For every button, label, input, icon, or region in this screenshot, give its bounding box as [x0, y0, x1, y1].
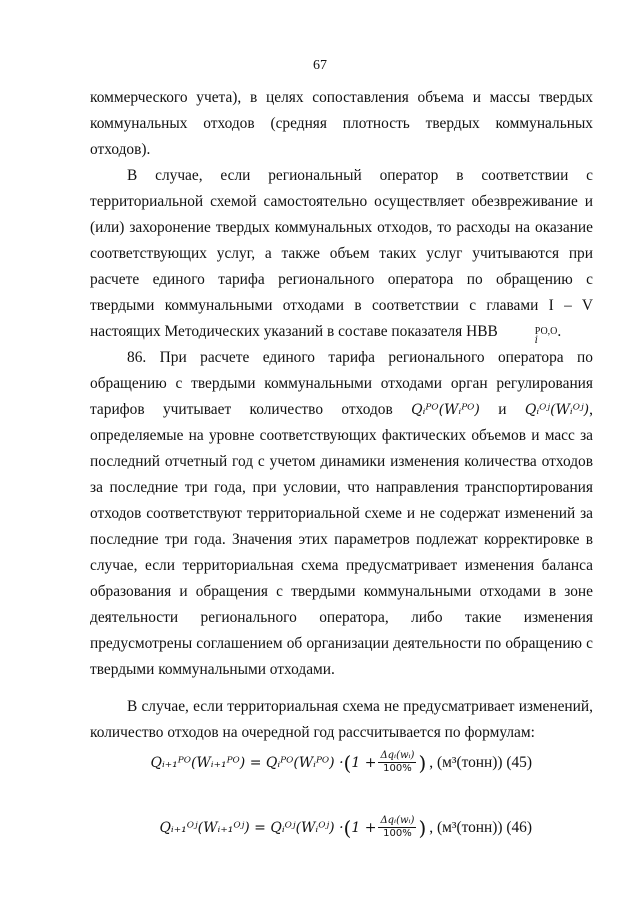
formula-45: Qᵢ₊₁ᴾᴼ(Wᵢ₊₁ᴾᴼ) = Qᵢᴾᴼ(Wᵢᴾᴼ) · ( 1 + $\frac{\text{Δqᵢ(wᵢ)}}{100\%}$ ) , (м³(тонн)) (45) — [150, 750, 532, 775]
formula-45-lhs: Qᵢ₊₁ᴾᴼ(Wᵢ₊₁ᴾᴼ) = Qᵢᴾᴼ(Wᵢᴾᴼ) · — [150, 754, 344, 771]
formula-45-denominator: 100% — [383, 763, 412, 774]
paragraph-3-and: и — [479, 401, 525, 418]
nvv-subscript: i — [534, 335, 538, 346]
math-q-ro: Qᵢᴾᴼ(Wᵢᴾᴼ) — [411, 402, 480, 418]
formula-46-units: , (м³(тонн)) (46) — [429, 818, 532, 836]
math-q-oj: Qᵢᴼʲ(Wᵢᴼʲ) — [524, 402, 590, 418]
formula-46-denominator: 100% — [383, 828, 412, 839]
formula-46-lhs: Qᵢ₊₁ᴼʲ(Wᵢ₊₁ᴼʲ) = Qᵢᴼʲ(Wᵢᴼʲ) · — [159, 819, 344, 836]
page-number: 67 — [313, 58, 327, 73]
paragraph-3-rest: , определяемые на уровне соответствующих фактических объемов и масс за последний отчетный год с учетом динамики изменения количества отходов за последние три года, при условии, что направления транспортирования отходов соответствуют территориальной схеме и не содержат изменений за последние три года. Значения этих параметров подлежат корректировке в случае, если территориальная схема предусматривает изменения баланса образования и обращения с твердыми коммунальными отходами в зоне деятельности регионального оператора, либо такие изменения предусмотрены соглашением об организации деятельности по обращению с твердыми коммунальными отходами. — [90, 401, 593, 678]
formula-45-numerator: Δqᵢ(wᵢ) — [380, 750, 415, 761]
paragraph-3-start: 86. При расчете единого тарифа регионального оператора по обращению с твердыми коммунальными отходами орган регулирования тарифов учитывает количество отходов — [90, 349, 593, 418]
formula-46-fraction — [378, 815, 416, 840]
formula-46: Qᵢ₊₁ᴼʲ(Wᵢ₊₁ᴼʲ) = Qᵢᴼʲ(Wᵢᴼʲ) · ( 1 + $\frac{\text{Δqᵢ(wᵢ)}}{100\%}$ ) , (м³(тонн)) (46) — [159, 815, 532, 840]
formula-45-fraction — [378, 750, 416, 775]
paragraph-2: В случае, если региональный оператор в соответствии с территориальной схемой самостоятельно осуществляет обезвреживание и (или) захоронение твердых коммунальных отходов, то расходы на оказание соответствующих услуг, а также объем таких услуг учитываются при расчете единого тарифа регионального оператора по обращению с твердыми коммунальными отходами в соответствии с главами I – V настоящих Методических указаний в составе показателя НВВ РО,О i . — [90, 167, 593, 346]
paragraph-1: коммерческого учета), в целях сопоставления объема и массы твердых коммунальных отходов (средняя плотность твердых коммунальных отходов). — [90, 89, 593, 158]
paragraph-4: В случае, если территориальная схема не предусматривает изменений, количество отходов на очередной год рассчитывается по формулам: — [90, 698, 593, 741]
nvv-symbol: НВВ — [466, 323, 498, 340]
formula-46-numerator: Δqᵢ(wᵢ) — [380, 815, 415, 826]
formula-45-units: , (м³(тонн)) (45) — [429, 753, 532, 771]
document-body — [90, 85, 593, 746]
paragraph-3 — [90, 345, 593, 683]
nvv-superscript: РО,О — [534, 326, 558, 337]
paragraph-2-text: В случае, если региональный оператор в соответствии с территориальной схемой самостоятельно осуществляет обезвреживание и (или) захоронение твердых коммунальных отходов, то расходы на оказание соответствующих услуг, а также объем таких услуг учитываются при расчете единого тарифа регионального оператора по обращению с твердыми коммунальными отходами в соответствии с главами I – V настоящих Методических указаний в составе показателя — [90, 167, 593, 340]
